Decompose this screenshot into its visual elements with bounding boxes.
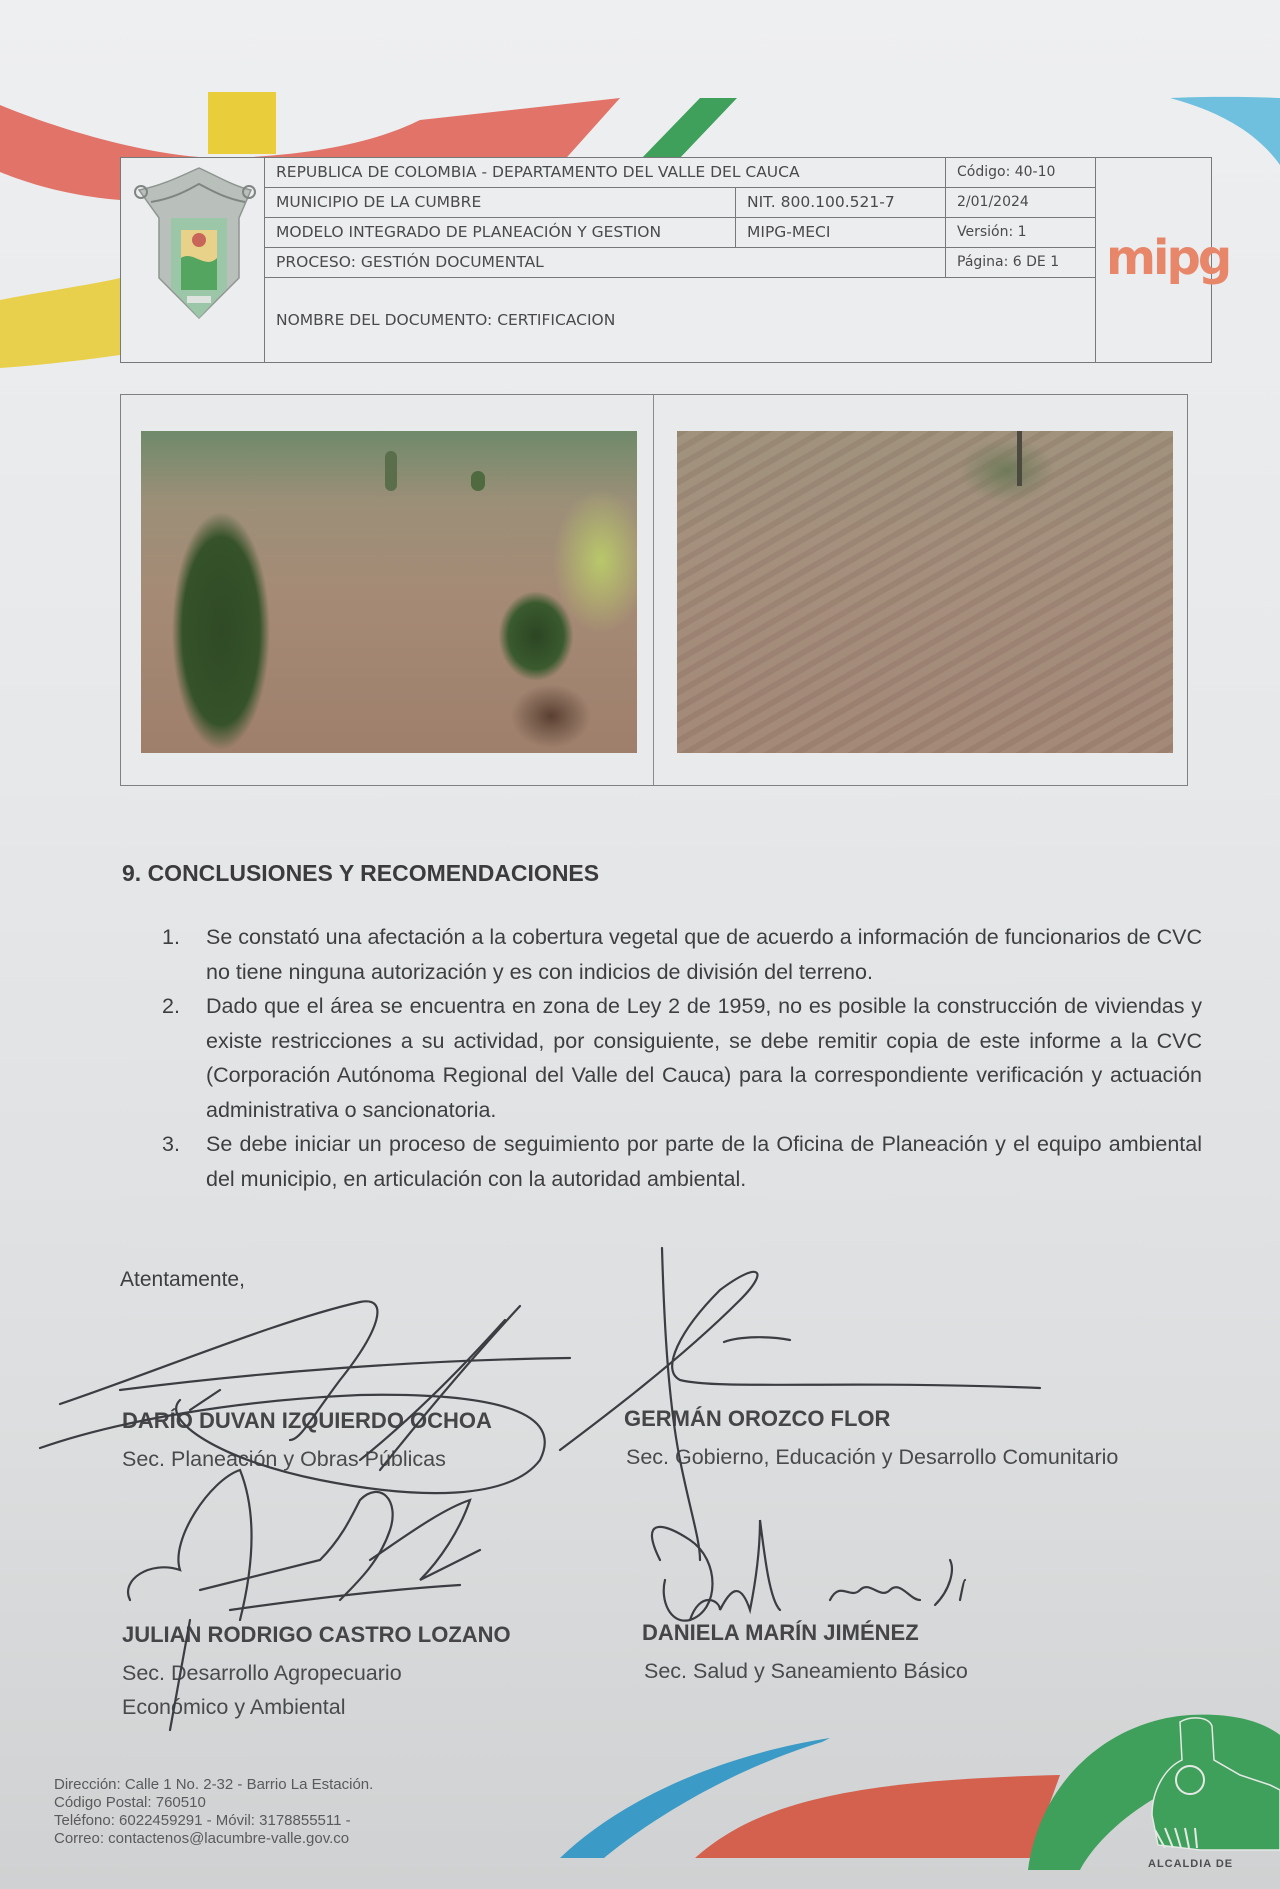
footer-address: Dirección: Calle 1 No. 2-32 - Barrio La Estación. — [54, 1776, 374, 1793]
list-text: Dado que el área se encuentra en zona de Ley 2 de 1959, no es posible la construcción de viviendas y existe restricciones a su actividad, por consiguiente, se debe remitir copia de este informe a la CVC (Corporación Autónoma Regional del Valle del Cauca) para la correspondiente verificación y actuación administrativa o sancionatoria. — [206, 994, 1202, 1122]
list-number: 2. — [162, 994, 180, 1018]
document-name: NOMBRE DEL DOCUMENTO: CERTIFICACION — [276, 311, 616, 329]
header-date: 2/01/2024 — [945, 188, 1095, 217]
signatory-name-3: JULIAN RODRIGO CASTRO LOZANO — [122, 1622, 511, 1647]
list-text: Se debe iniciar un proceso de seguimiento por parte de la Oficina de Planeación y el equipo ambiental del municipio, en articulación con la autoridad ambiental. — [206, 1132, 1202, 1191]
header-nit: NIT. 800.100.521-7 — [735, 188, 945, 217]
signatory-role-4: Sec. Salud y Saneamiento Básico — [644, 1659, 968, 1683]
list-number: 1. — [162, 925, 180, 949]
mipg-logo: mipg — [1106, 230, 1230, 286]
list-text: Se constató una afectación a la cobertura vegetal que de acuerdo a información de funcionarios de CVC no tiene ninguna autorización y es con indicios de división del terreno. — [206, 925, 1202, 984]
signatory-role-1: Sec. Planeación y Obras Públicas — [122, 1447, 446, 1471]
header-process: PROCESO: GESTIÓN DOCUMENTAL — [276, 253, 544, 271]
footer-postal: Código Postal: 760510 — [54, 1794, 206, 1811]
list-number: 3. — [162, 1132, 180, 1156]
header-republic: REPUBLICA DE COLOMBIA - DEPARTAMENTO DEL VALLE DEL CAUCA — [276, 163, 800, 181]
signatory-role-2: Sec. Gobierno, Educación y Desarrollo Comunitario — [626, 1445, 1119, 1469]
header-mipg-meci: MIPG-MECI — [735, 218, 945, 247]
header-model: MODELO INTEGRADO DE PLANEACIÓN Y GESTION — [276, 223, 662, 241]
header-version: Versión: 1 — [945, 218, 1095, 247]
signatory-name-4: DANIELA MARÍN JIMÉNEZ — [642, 1620, 919, 1645]
signatory-role-3b: Económico y Ambiental — [122, 1695, 346, 1719]
section-title: 9. CONCLUSIONES Y RECOMENDACIONES — [122, 860, 600, 886]
signatory-role-3a: Sec. Desarrollo Agropecuario — [122, 1661, 402, 1685]
alcaldia-caption: ALCALDIA DE — [1148, 1858, 1234, 1870]
signatory-name-1: DARÍO DUVAN IZQUIERDO OCHOA — [122, 1408, 492, 1433]
closing-salutation: Atentamente, — [120, 1268, 245, 1291]
header-code: Código: 40-10 — [945, 158, 1095, 187]
footer-phone: Teléfono: 6022459291 - Móvil: 3178855511 - — [54, 1812, 351, 1829]
footer-contact-info — [54, 1776, 373, 1848]
header-page: Página: 6 DE 1 — [945, 248, 1095, 277]
footer-email: Correo: contactenos@lacumbre-valle.gov.co — [54, 1830, 350, 1847]
signatory-name-2: GERMÁN OROZCO FLOR — [624, 1406, 891, 1431]
header-municipality: MUNICIPIO DE LA CUMBRE — [276, 193, 482, 211]
